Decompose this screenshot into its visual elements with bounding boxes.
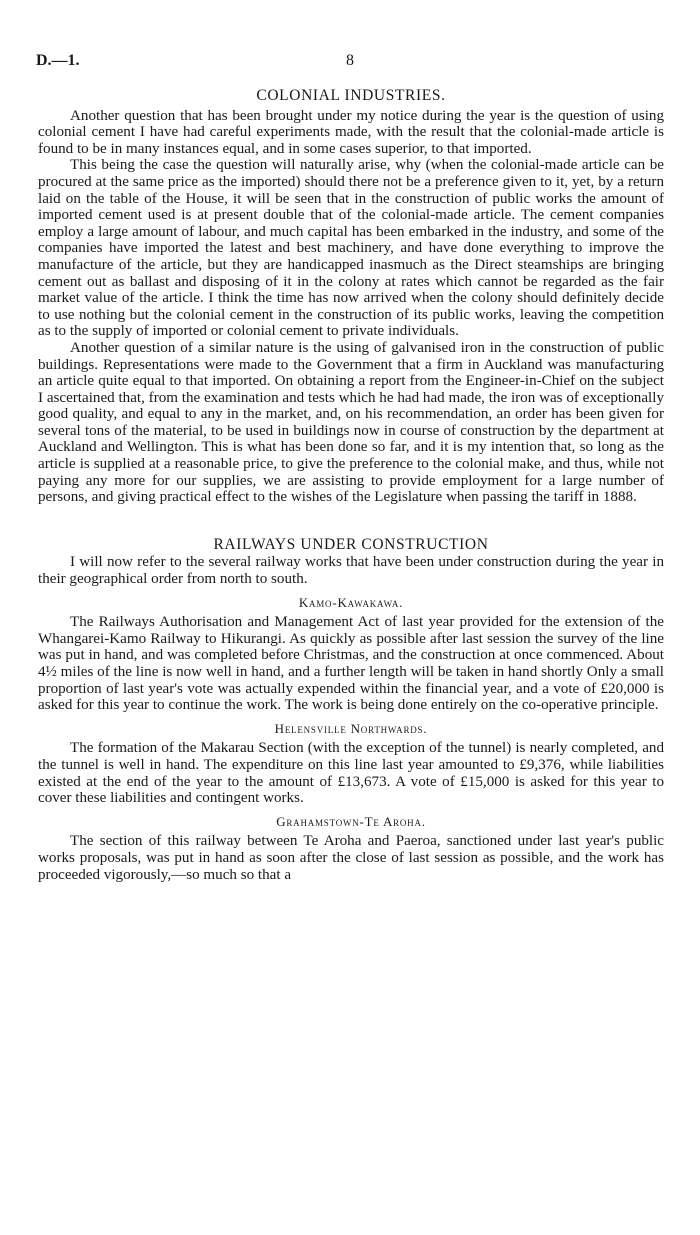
section-title-colonial-industries: COLONIAL INDUSTRIES. [256,87,446,104]
document-reference: D.—1. [36,52,80,69]
page-header [36,52,664,74]
paragraph: The Railways Authorisation and Management Act of last year provided for the extension of the Whangarei-Kamo Railway to Hikurangi. As quickly as possible after last session the survey of the line was put in hand, and was completed before Christmas, and the construction at once commenced. About 4½ miles of the line is now well in hand, and a further length will be taken in hand shortly Only a small proportion of last year's vote was actually expended within the financial year, and a vote of £20,000 is asked for this year to continue the work. The work is being done entirely on the co-operative principle. [38,614,664,714]
paragraph: Another question that has been brought under my notice during the year is the question of using colonial cement I have had careful experiments made, with the result that the colonial-made article is found to be in many instances equal, and in some cases superior, to that imported. [38,107,664,157]
paragraph: This being the case the question will naturally arise, why (when the colonial-made article can be procured at the same price as the imported) should there not be a preference given to it, yet, by a return laid on the table of the House, it will be seen that in the construction of public works the amount of imported cement used is at present double that of the colonial-made article. The cement companies employ a large amount of labour, and much capital has been embarked in the industry, and some of the companies have imported the latest and best machinery, and have done everything to improve the manufacture of the article, but they are handicapped inasmuch as the Direct steamships are bringing cement out as ballast and disposing of it in the colony at rates which cannot be regarded as the fair market value of the article. I think the time has now arrived when the colony should definitely decide to use nothing but the colonial cement in the construction of its public works, leaving the competition as to the supply of imported or colonial cement to private individuals. [38,157,664,340]
page-number: 8 [346,52,354,69]
subsection-title-helensville-northwards: Helensville Northwards. [274,720,428,736]
paragraph: Another question of a similar nature is the using of galvanised iron in the construction of public buildings. Representations were made to the Government that a firm in Auckland was manufacturing an article quite equal to that imported. On obtaining a report from the Engineer-in-Chief on the subject I ascertained that, from the examination and tests which he had had made, the iron was of exceptionally good quality, and equal to any in the market, and, on his recommendation, an order has been given for several tons of the material, to be used in buildings now in course of construction by the department at Auckland and Wellington. This is what has been done so far, and it is my intention that, so long as the article is supplied at a reasonable price, to give the preference to the colonial make, and thus, while not paying any more for our supplies, we are assisting to provide employment for a large number of persons, and giving practical effect to the wishes of the Legislature when passing the tariff in 1888. [38,339,664,506]
paragraph: The section of this railway between Te Aroha and Paeroa, sanctioned under last year's public works proposals, was put in hand as soon after the close of last session as possible, and the work has proceeded vigorously,—so much so that a [38,833,664,883]
page-content [38,88,664,883]
section-title-railways-under-construction: RAILWAYS UNDER CONSTRUCTION [213,535,489,553]
subsection-title-grahamstown-te-aroha: Grahamstown-Te Aroha. [276,813,426,829]
paragraph: The formation of the Makarau Section (with the exception of the tunnel) is nearly completed, and the tunnel is well in hand. The expenditure on this line last year amounted to £9,376, while liabilities existed at the end of the year to the amount of £13,673. A vote of £15,000 is asked for this year to cover these liabilities and contingent works. [38,740,664,807]
subsection-title-kamo-kawakawa: Kamo-Kawakawa. [298,594,404,610]
section-intro: I will now refer to the several railway works that have been under construction during the year in their geographical order from north to south. [38,554,664,588]
